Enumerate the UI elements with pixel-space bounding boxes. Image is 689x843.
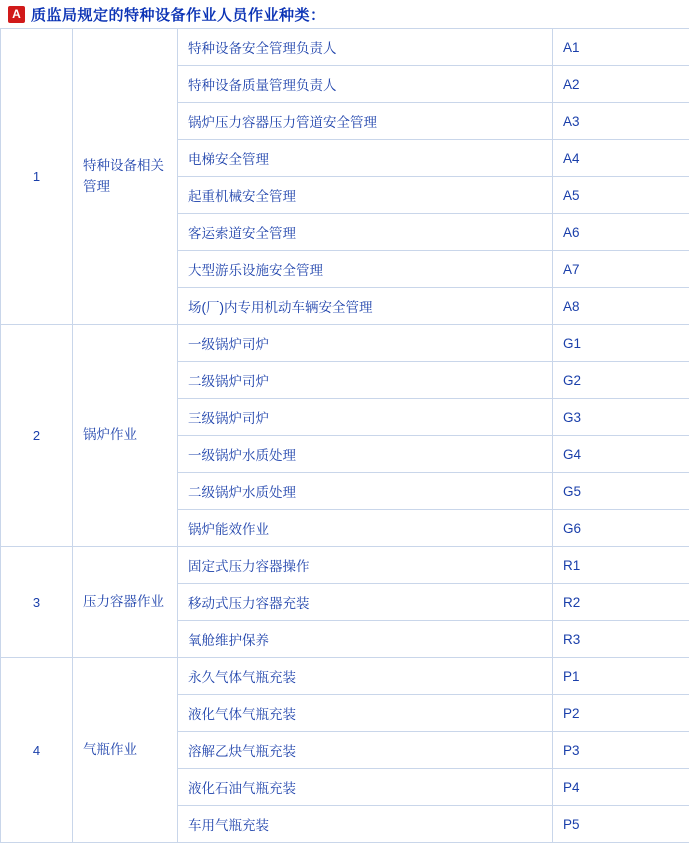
job-code: R1	[553, 547, 689, 584]
job-name: 起重机械安全管理	[178, 177, 553, 214]
job-code: G4	[553, 436, 689, 473]
job-name: 特种设备质量管理负责人	[178, 66, 553, 103]
job-name: 液化石油气瓶充装	[178, 769, 553, 806]
job-code: A4	[553, 140, 689, 177]
job-name: 固定式压力容器操作	[178, 547, 553, 584]
job-code: P5	[553, 806, 689, 843]
job-name: 电梯安全管理	[178, 140, 553, 177]
group-number: 1	[1, 29, 73, 325]
job-code: R3	[553, 621, 689, 658]
job-code: G2	[553, 362, 689, 399]
page-title: 质监局规定的特种设备作业人员作业种类：	[31, 4, 326, 25]
table-row	[1, 658, 689, 695]
job-name: 二级锅炉水质处理	[178, 473, 553, 510]
job-code: G1	[553, 325, 689, 362]
job-code: A8	[553, 288, 689, 325]
table-row	[1, 325, 689, 362]
special-equipment-table	[0, 28, 689, 843]
job-name: 锅炉能效作业	[178, 510, 553, 547]
job-code: A2	[553, 66, 689, 103]
group-category: 锅炉作业	[73, 325, 178, 547]
job-code: G3	[553, 399, 689, 436]
job-name: 二级锅炉司炉	[178, 362, 553, 399]
job-code: A7	[553, 251, 689, 288]
job-name: 特种设备安全管理负责人	[178, 29, 553, 66]
job-name: 移动式压力容器充装	[178, 584, 553, 621]
group-category: 压力容器作业	[73, 547, 178, 658]
job-name: 场(厂)内专用机动车辆安全管理	[178, 288, 553, 325]
group-number: 4	[1, 658, 73, 843]
group-category: 气瓶作业	[73, 658, 178, 843]
job-name: 溶解乙炔气瓶充装	[178, 732, 553, 769]
job-code: P1	[553, 658, 689, 695]
job-code: G6	[553, 510, 689, 547]
table-row	[1, 29, 689, 66]
job-name: 一级锅炉水质处理	[178, 436, 553, 473]
job-code: A1	[553, 29, 689, 66]
job-code: A6	[553, 214, 689, 251]
job-name: 液化气体气瓶充装	[178, 695, 553, 732]
group-category: 特种设备相关管理	[73, 29, 178, 325]
job-code: P4	[553, 769, 689, 806]
table-row	[1, 547, 689, 584]
table-body	[1, 29, 689, 843]
job-name: 大型游乐设施安全管理	[178, 251, 553, 288]
job-name: 车用气瓶充装	[178, 806, 553, 843]
job-name: 氧舱维护保养	[178, 621, 553, 658]
page-header	[0, 0, 689, 28]
group-number: 2	[1, 325, 73, 547]
group-number: 3	[1, 547, 73, 658]
job-name: 永久气体气瓶充装	[178, 658, 553, 695]
job-code: P3	[553, 732, 689, 769]
job-code: A3	[553, 103, 689, 140]
job-name: 一级锅炉司炉	[178, 325, 553, 362]
job-code: P2	[553, 695, 689, 732]
job-name: 客运索道安全管理	[178, 214, 553, 251]
job-code: R2	[553, 584, 689, 621]
job-name: 锅炉压力容器压力管道安全管理	[178, 103, 553, 140]
section-badge-icon: A	[8, 6, 25, 23]
job-name: 三级锅炉司炉	[178, 399, 553, 436]
job-code: G5	[553, 473, 689, 510]
job-code: A5	[553, 177, 689, 214]
